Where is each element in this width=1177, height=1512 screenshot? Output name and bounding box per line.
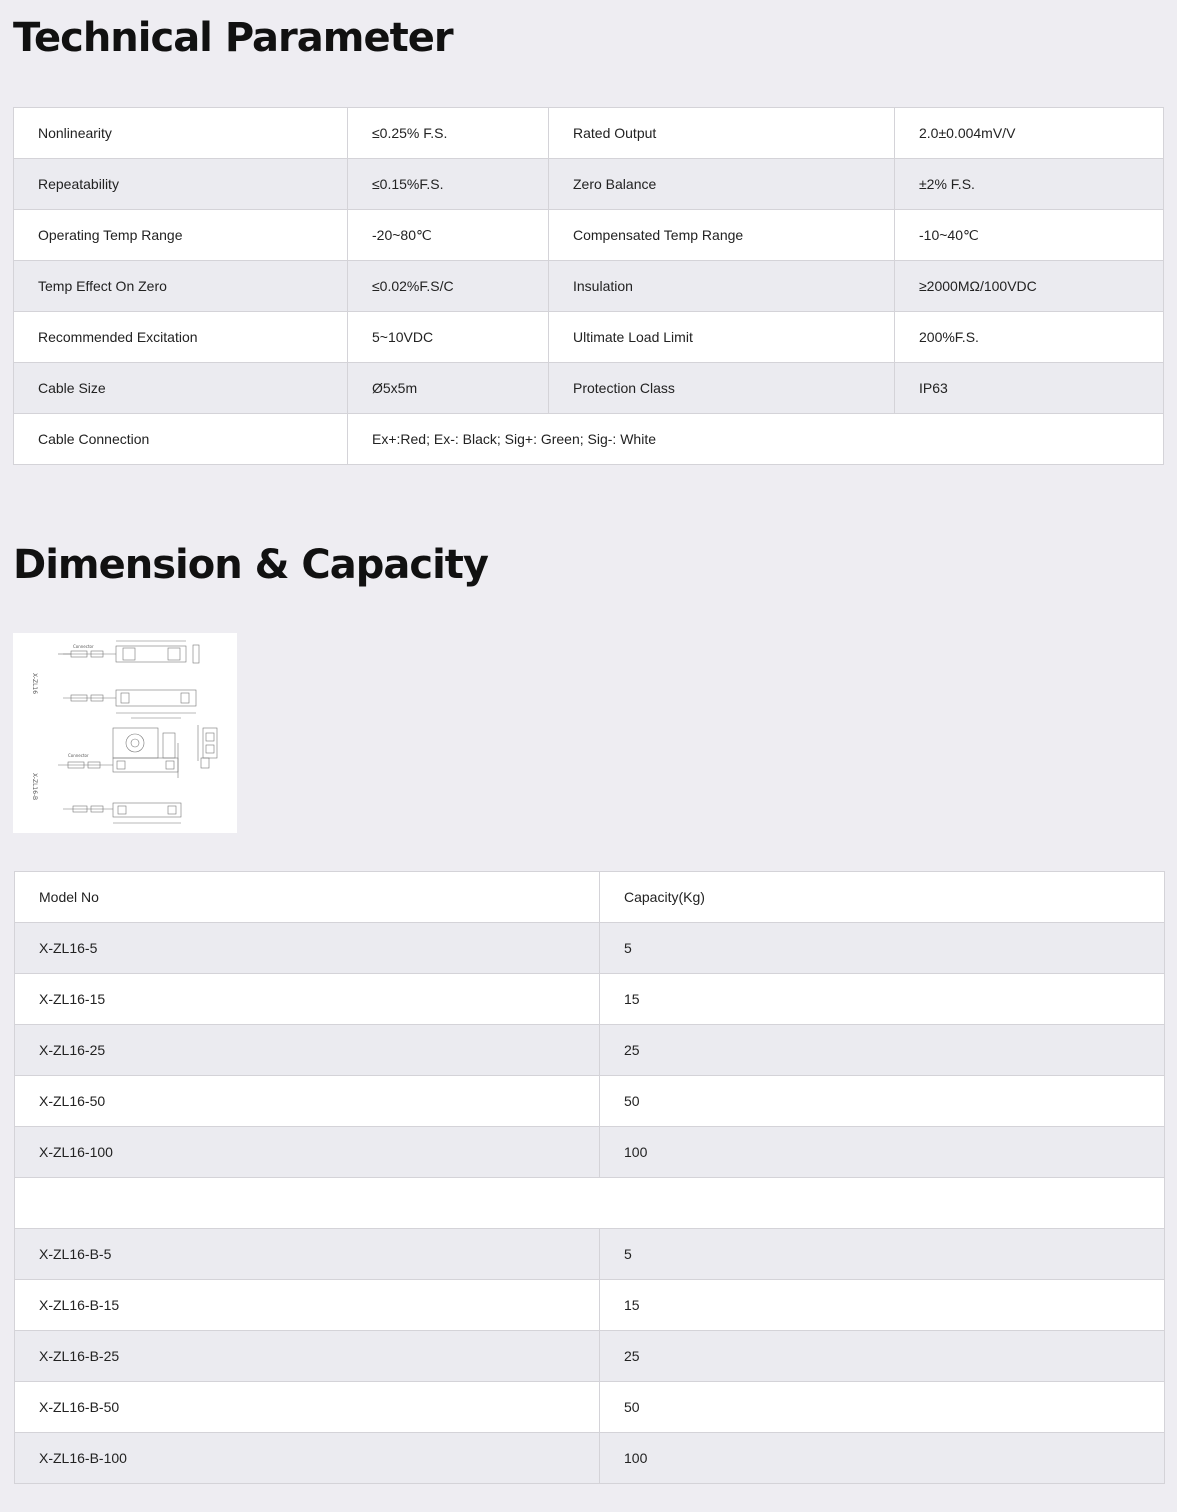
param-value: 5~10VDC bbox=[348, 312, 549, 363]
table-row bbox=[14, 261, 1164, 312]
param-label: Nonlinearity bbox=[14, 108, 348, 159]
param-label: Recommended Excitation bbox=[14, 312, 348, 363]
empty-cell bbox=[15, 1178, 1165, 1229]
capacity-cell: 15 bbox=[600, 974, 1165, 1025]
table-row bbox=[15, 1280, 1165, 1331]
model-cell: X-ZL16-B-100 bbox=[15, 1433, 600, 1484]
technical-parameter-title: Technical Parameter bbox=[13, 15, 453, 61]
drawing-label-top: X-ZL16 bbox=[31, 673, 38, 695]
table-row bbox=[15, 1331, 1165, 1382]
capacity-cell: 50 bbox=[600, 1076, 1165, 1127]
param-label: Cable Connection bbox=[14, 414, 348, 465]
table-row bbox=[14, 108, 1164, 159]
table-row bbox=[14, 363, 1164, 414]
capacity-cell: 5 bbox=[600, 923, 1165, 974]
param-label: Repeatability bbox=[14, 159, 348, 210]
model-cell: X-ZL16-B-15 bbox=[15, 1280, 600, 1331]
param-value: ≤0.15%F.S. bbox=[348, 159, 549, 210]
param-label: Insulation bbox=[549, 261, 895, 312]
param-value: Ø5x5m bbox=[348, 363, 549, 414]
param-label: Ultimate Load Limit bbox=[549, 312, 895, 363]
table-row bbox=[15, 1229, 1165, 1280]
param-label: Operating Temp Range bbox=[14, 210, 348, 261]
drawing-connector-label: Connector bbox=[73, 644, 94, 649]
model-cell: X-ZL16-15 bbox=[15, 974, 600, 1025]
table-row bbox=[14, 414, 1164, 465]
param-value: ±2% F.S. bbox=[895, 159, 1164, 210]
table-spacer-row bbox=[15, 1178, 1165, 1229]
param-value: IP63 bbox=[895, 363, 1164, 414]
column-header-capacity: Capacity(Kg) bbox=[600, 872, 1165, 923]
technical-parameter-table bbox=[13, 107, 1164, 465]
capacity-cell: 100 bbox=[600, 1433, 1165, 1484]
model-cell: X-ZL16-100 bbox=[15, 1127, 600, 1178]
column-header-model: Model No bbox=[15, 872, 600, 923]
param-label: Compensated Temp Range bbox=[549, 210, 895, 261]
param-label: Protection Class bbox=[549, 363, 895, 414]
table-row bbox=[14, 210, 1164, 261]
capacity-cell: 25 bbox=[600, 1331, 1165, 1382]
param-value: ≤0.25% F.S. bbox=[348, 108, 549, 159]
model-cell: X-ZL16-B-50 bbox=[15, 1382, 600, 1433]
model-cell: X-ZL16-25 bbox=[15, 1025, 600, 1076]
model-cell: X-ZL16-B-25 bbox=[15, 1331, 600, 1382]
model-cell: X-ZL16-B-5 bbox=[15, 1229, 600, 1280]
param-value: -10~40℃ bbox=[895, 210, 1164, 261]
table-row bbox=[15, 1025, 1165, 1076]
model-cell: X-ZL16-50 bbox=[15, 1076, 600, 1127]
table-row bbox=[14, 312, 1164, 363]
dimension-drawing bbox=[13, 633, 237, 833]
param-label: Zero Balance bbox=[549, 159, 895, 210]
capacity-cell: 25 bbox=[600, 1025, 1165, 1076]
param-label: Temp Effect On Zero bbox=[14, 261, 348, 312]
table-row bbox=[15, 1127, 1165, 1178]
table-row bbox=[14, 159, 1164, 210]
param-label: Cable Size bbox=[14, 363, 348, 414]
table-header-row bbox=[15, 872, 1165, 923]
drawing-label-bottom: X-ZL16-B bbox=[31, 773, 38, 801]
param-value: ≤0.02%F.S/C bbox=[348, 261, 549, 312]
table-row bbox=[15, 974, 1165, 1025]
param-value: -20~80℃ bbox=[348, 210, 549, 261]
table-row bbox=[15, 923, 1165, 974]
table-row bbox=[15, 1076, 1165, 1127]
param-value: 2.0±0.004mV/V bbox=[895, 108, 1164, 159]
table-row bbox=[15, 1382, 1165, 1433]
param-value: ≥2000MΩ/100VDC bbox=[895, 261, 1164, 312]
param-value: 200%F.S. bbox=[895, 312, 1164, 363]
table-row bbox=[15, 1433, 1165, 1484]
dimension-capacity-title: Dimension & Capacity bbox=[13, 542, 488, 588]
technical-drawing-svg bbox=[13, 633, 237, 833]
capacity-table bbox=[14, 871, 1165, 1484]
drawing-connector-label: Connector bbox=[68, 753, 89, 758]
capacity-cell: 15 bbox=[600, 1280, 1165, 1331]
capacity-cell: 50 bbox=[600, 1382, 1165, 1433]
param-value: Ex+:Red; Ex-: Black; Sig+: Green; Sig-: White bbox=[348, 414, 1164, 465]
model-cell: X-ZL16-5 bbox=[15, 923, 600, 974]
param-label: Rated Output bbox=[549, 108, 895, 159]
capacity-cell: 5 bbox=[600, 1229, 1165, 1280]
capacity-cell: 100 bbox=[600, 1127, 1165, 1178]
